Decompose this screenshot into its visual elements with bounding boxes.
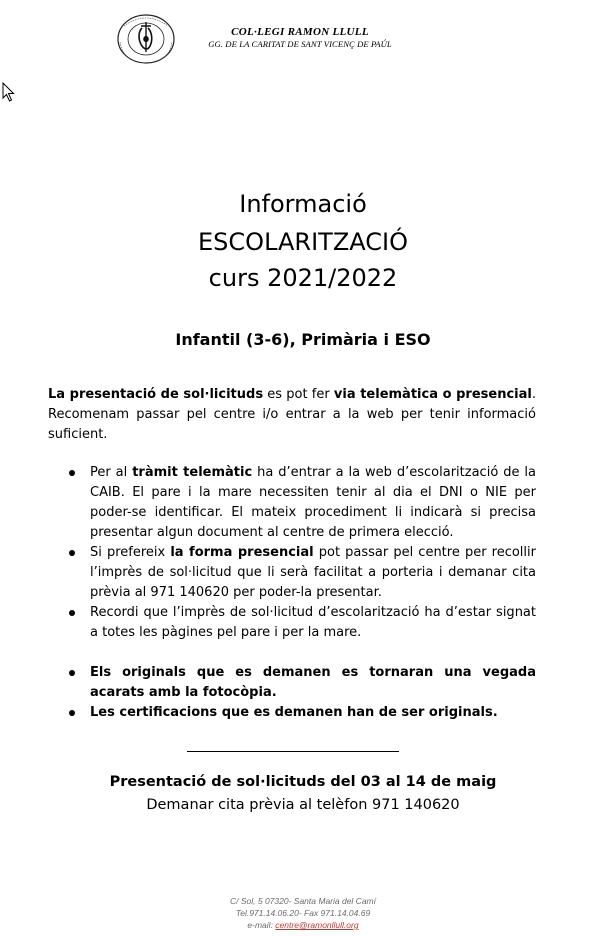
email-link[interactable]: centre@ramonllull.org	[275, 920, 359, 930]
bullet-bold-text: Els originals que es demanen es tornaran una vegada acarats amb la fotocòpia.	[90, 665, 536, 700]
title-line-3: curs 2021/2022	[208, 264, 398, 292]
levels-subtitle: Infantil (3-6), Primària i ESO	[175, 330, 431, 349]
email-label: e-mail:	[247, 920, 276, 930]
list-item	[48, 463, 536, 543]
school-subtitle: GG. DE LA CARITAT DE SANT VICENÇ DE PAÚL	[208, 39, 392, 49]
list-item	[48, 703, 536, 723]
bullet-icon	[69, 670, 75, 676]
title-line-2: ESCOLARITZACIÓ	[198, 228, 408, 256]
info-bullet-list	[48, 463, 536, 643]
submission-dates: Presentació de sol·licituds del 03 al 14 de maig	[109, 774, 497, 790]
bullet-text: Si prefereix	[90, 545, 171, 560]
bullet-icon	[69, 610, 75, 616]
footer-phones: Tel.971.14.06.20- Fax 971.14.04.69	[235, 908, 371, 918]
mouse-pointer-icon	[2, 82, 15, 102]
school-name: COL·LEGI RAMON LLULL	[231, 26, 369, 38]
intro-bold-2: via telemàtica o presencial	[333, 387, 532, 402]
bullet-bold-text: Les certificacions que es demanen han de ser originals.	[90, 705, 498, 720]
bullet-icon	[69, 470, 75, 476]
bullet-bold-text: la forma presencial	[170, 545, 314, 560]
divider	[187, 751, 399, 752]
bullet-icon	[69, 710, 75, 716]
list-item	[48, 543, 536, 603]
bullet-icon	[69, 550, 75, 556]
requirements-bullet-list	[48, 663, 536, 723]
intro-text-1: es pot fer	[263, 387, 334, 402]
intro-bold-1: La presentació de sol·licituds	[48, 387, 264, 402]
bullet-text: ha d’entrar a la web d’escolarització de la CAIB. El pare i la mare necessiten tenir al dia el DNI o NIE per poder-se identificar. El mateix procediment li indicarà si precisa presentar algun document al centre de primera elecció.	[90, 465, 537, 540]
bullet-bold-text: tràmit telemàtic	[132, 465, 253, 480]
intro-text-2: . Recomenam passar pel centre i/o entrar a la web per tenir informació suficient.	[48, 387, 536, 442]
footer-address: C/ Sol, 5 07320- Santa Maria del Camí	[230, 896, 376, 906]
school-seal-icon	[112, 12, 180, 66]
intro-paragraph	[48, 385, 536, 445]
bullet-text: Recordi que l’imprès de sol·licitud d’escolarització ha d’estar signat a totes les pàgines pel pare i per la mare.	[90, 605, 536, 640]
footer-email	[150, 920, 456, 930]
bullet-text: Per al	[90, 465, 133, 480]
list-item	[48, 663, 536, 703]
title-line-1: Informació	[239, 190, 367, 218]
appointment-phone: Demanar cita prèvia al telèfon 971 140620	[146, 797, 460, 813]
bullet-text: pot passar pel centre per recollir l’imprès de sol·licitud que li serà facilitat a porteria i demanar cita prèvia al 971 140620 per poder-la presentar.	[90, 545, 536, 600]
list-item	[48, 603, 536, 643]
